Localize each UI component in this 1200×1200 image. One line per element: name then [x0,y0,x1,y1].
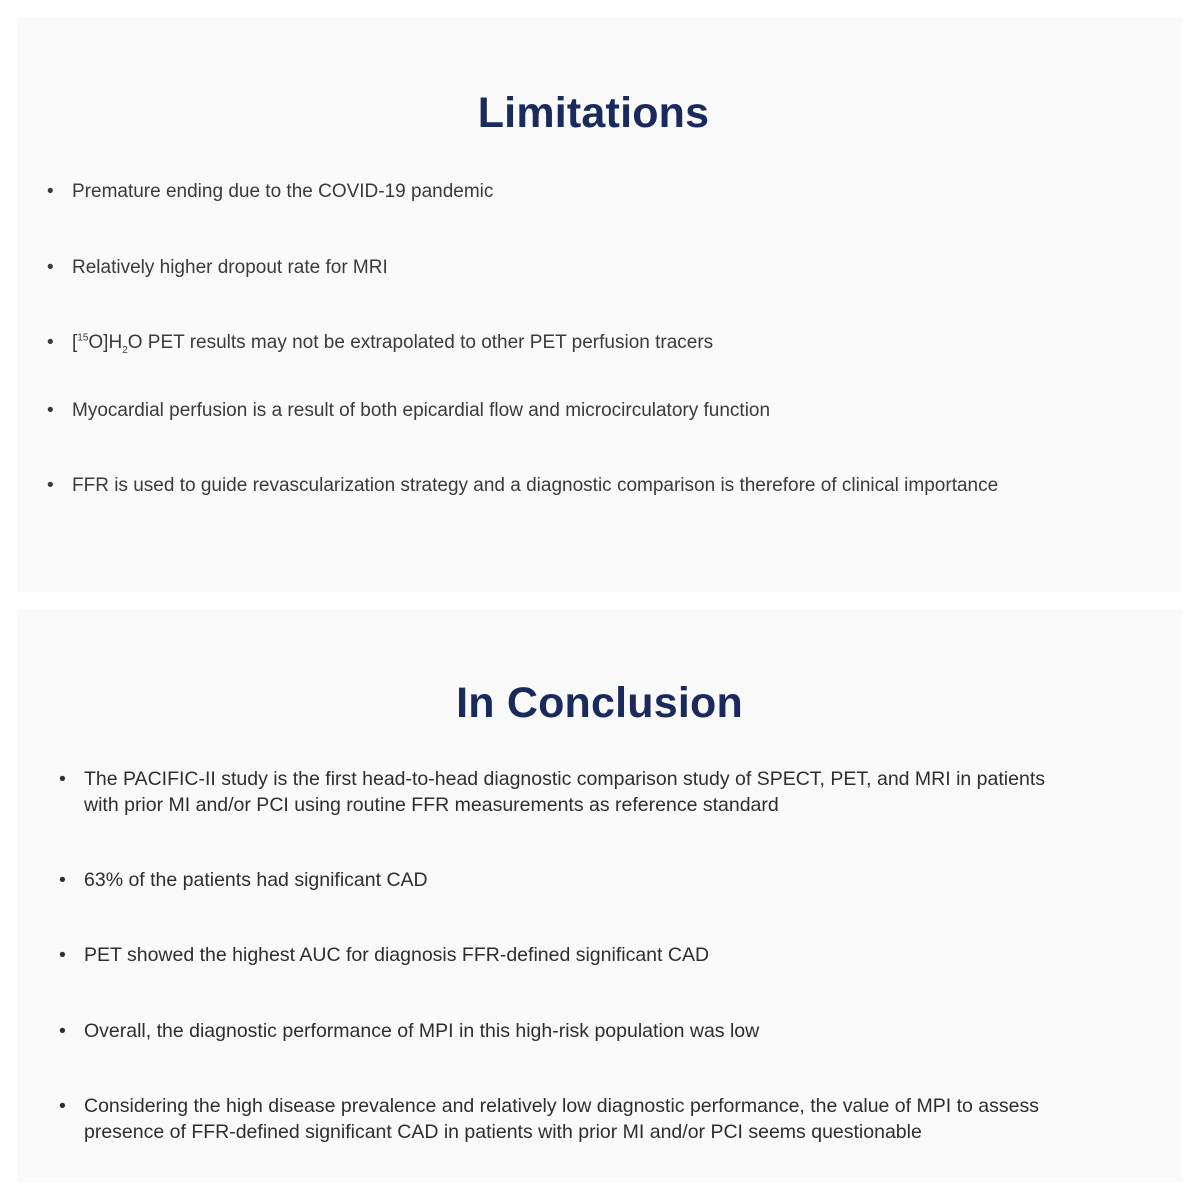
limitations-slide [17,17,1182,592]
conclusion-item [59,766,1149,818]
conclusion-item-line: The PACIFIC-II study is the first head-to-head diagnostic comparison study of SPECT, PET, and MRI in patients [84,768,1045,790]
conclusion-item-line: PET showed the highest AUC for diagnosis FFR-defined significant CAD [84,944,710,966]
limitations-item [47,398,1157,424]
conclusion-title: In Conclusion [456,679,743,727]
limitations-item-text: Premature ending due to the COVID-19 pandemic [72,181,494,202]
bullet-dot: • [47,400,54,421]
limitations-item-text [47,330,1157,356]
conclusion-item [59,1093,1149,1145]
limitations-title: Limitations [477,89,710,137]
formula-mid: O]H [88,332,123,353]
conclusion-item-line: Considering the high disease prevalence and relatively low diagnostic performance, the value of MPI to assess [84,1095,1039,1117]
formula-rest: O PET results may not be extrapolated to other PET perfusion tracers [127,332,714,353]
conclusion-item [59,867,1149,893]
bullet-dot: • [47,475,54,496]
conclusion-item-line: 63% of the patients had significant CAD [84,869,428,891]
conclusion-item-line: with prior MI and/or PCI using routine FFR measurements as reference standard [84,794,779,816]
bullet-dot: • [47,332,54,353]
limitations-item [47,330,1157,356]
isotope-superscript: 15 [77,332,89,344]
limitations-item-text: Myocardial perfusion is a result of both epicardial flow and microcirculatory function [72,400,771,421]
bracket-open: [ [72,332,78,353]
conclusion-item-line: Overall, the diagnostic performance of MPI in this high-risk population was low [84,1020,760,1042]
limitations-item [47,179,1157,205]
bullet-dot: • [47,181,54,202]
bullet-dot: • [47,257,54,278]
bullet-dot: • [59,944,66,966]
bullet-dot: • [59,1020,66,1042]
conclusion-item [59,1018,1149,1044]
limitations-item-text: Relatively higher dropout rate for MRI [72,257,388,278]
bullet-dot: • [59,869,66,891]
conclusion-slide [17,609,1182,1182]
limitations-item [47,255,1157,281]
limitations-item [47,473,1157,499]
conclusion-item-line: presence of FFR-defined significant CAD in patients with prior MI and/or PCI seems questionable [84,1121,922,1143]
conclusion-item [59,942,1149,968]
limitations-item-text: FFR is used to guide revascularization strategy and a diagnostic comparison is therefore of clinical importance [72,475,999,496]
formula-subscript: 2 [122,344,128,356]
bullet-dot: • [59,1095,66,1117]
bullet-dot: • [59,768,66,790]
